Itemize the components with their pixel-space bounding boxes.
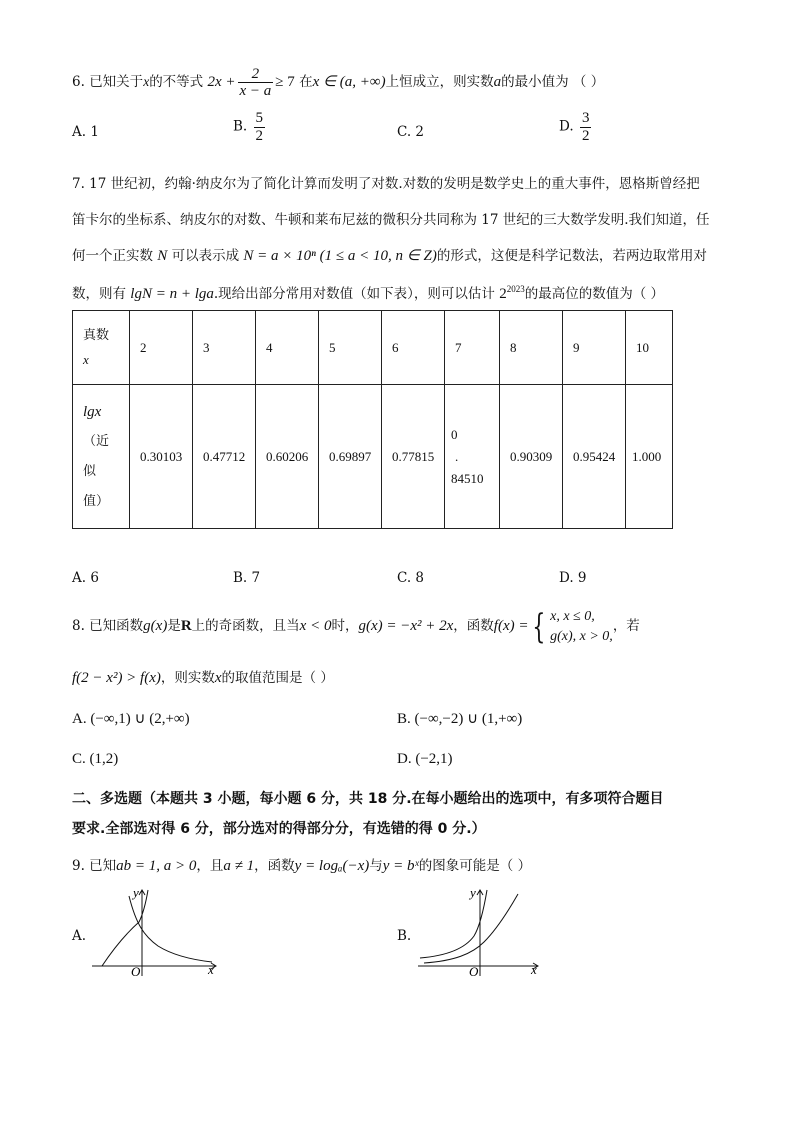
table-lg-label-2: （近 bbox=[83, 433, 110, 449]
q6-option-d-fraction bbox=[580, 110, 592, 144]
q6-option-b-num: 5 bbox=[255, 110, 264, 126]
q9-text-d: 与 bbox=[369, 858, 383, 874]
q8-option-b[interactable]: B. (−∞,−2) ∪ (1,+∞) bbox=[397, 711, 523, 727]
q6-option-b-den: 2 bbox=[255, 127, 264, 144]
q9-graph-a[interactable] bbox=[84, 884, 234, 976]
q6-frac-num: 2 bbox=[238, 66, 274, 84]
q8-option-a[interactable]: A. (−∞,1) ∪ (2,+∞) bbox=[72, 711, 190, 727]
q7-line3 bbox=[72, 244, 707, 265]
q7-option-d[interactable]: D. 9 bbox=[559, 570, 587, 586]
q9-condition-1: ab = 1, a > 0 bbox=[116, 858, 197, 874]
q9-function-2: y = bˣ bbox=[382, 858, 419, 874]
q6-var-x: x bbox=[143, 74, 150, 89]
q9-graph-a-axes bbox=[92, 890, 216, 976]
q9-stem bbox=[72, 854, 531, 875]
q9-graph-b-curve-exp bbox=[424, 894, 518, 963]
q7-sci-notation: N = a × 10ⁿ (1 ≤ a < 10, n ∈ Z) bbox=[243, 248, 437, 264]
table-cell-x: 2 bbox=[130, 311, 193, 385]
q7-var-n: N bbox=[157, 248, 168, 264]
q9-graph-a-y-label: y bbox=[133, 885, 139, 900]
table-cell-x: 8 bbox=[500, 311, 563, 385]
table-cell-lg: 0.47712 bbox=[193, 385, 256, 529]
table-lg-label-3: 似 bbox=[83, 463, 97, 479]
q7-line2: 笛卡尔的坐标系、纳皮尔的对数、牛顿和莱布尼兹的微积分共同称为 17 世纪的三大数学发明.我们知道，任 bbox=[72, 212, 710, 228]
q9-text-b: ，且 bbox=[196, 858, 224, 874]
table-header-label-1: 真数 bbox=[83, 327, 110, 343]
q9-graph-a-origin: O bbox=[131, 964, 141, 976]
q8-text-f: ，若 bbox=[612, 618, 640, 634]
q6-text-c: 在 bbox=[299, 74, 313, 90]
q8-brace: { bbox=[532, 606, 546, 647]
q8-real-set: R bbox=[180, 618, 192, 634]
q8-var-x: x bbox=[214, 670, 222, 686]
q7-line1: 7. 17 世纪初，约翰·纳皮尔为了简化计算而发明了对数.对数的发明是数学史上的重大事件，恩格斯曾经把 bbox=[72, 176, 700, 192]
q9-graph-a-x-label: x bbox=[208, 962, 214, 976]
q8-line2-end: 的取值范围是（ ） bbox=[221, 670, 334, 686]
q6-var-a: a bbox=[493, 74, 502, 90]
table-cell-x: 4 bbox=[256, 311, 319, 385]
q9-graph-a-curve-exp bbox=[129, 896, 212, 962]
q8-stem bbox=[72, 606, 640, 647]
q9-graph-b[interactable] bbox=[414, 884, 554, 976]
q6-option-d-num: 3 bbox=[581, 110, 590, 126]
table-header-lg bbox=[73, 385, 130, 529]
q6-expr-right: ≥ 7 bbox=[275, 74, 295, 90]
q6-option-d-den: 2 bbox=[581, 127, 590, 144]
q6-expr-left: 2x + bbox=[207, 74, 236, 90]
table-cell-lg7 bbox=[445, 385, 500, 529]
q9-text-a: 9. 已知 bbox=[72, 858, 117, 874]
q7-log-formula: lgN = n + lga bbox=[130, 286, 214, 302]
q6-text-d: 上恒成立，则实数 bbox=[385, 74, 494, 90]
q7-line3-b: 可以表示成 bbox=[171, 248, 240, 264]
table-cell-lg: 0.95424 bbox=[563, 385, 626, 529]
q8-option-c[interactable]: C. (1,2) bbox=[72, 751, 119, 767]
q6-option-a[interactable] bbox=[72, 124, 99, 140]
q6-fraction bbox=[238, 66, 274, 100]
q8-line2 bbox=[72, 666, 334, 687]
table-cell-x: 7 bbox=[445, 311, 500, 385]
table-cell-lg: 0.30103 bbox=[130, 385, 193, 529]
q6-option-d-label: D. bbox=[559, 118, 574, 135]
q7-line4-a: 数，则有 bbox=[72, 286, 126, 302]
table-cell-lg: 0.69897 bbox=[319, 385, 382, 529]
q6-text-e: 的最小值为 （ ） bbox=[501, 74, 605, 90]
q8-line2-text: ，则实数 bbox=[160, 670, 215, 686]
q8-text-c: 上的奇函数，且当 bbox=[191, 618, 300, 634]
q9-function-1: y = logₐ(−x) bbox=[294, 858, 370, 874]
table-row-x bbox=[73, 311, 673, 385]
q6-option-d[interactable] bbox=[559, 110, 593, 144]
q6-option-b[interactable] bbox=[233, 110, 267, 144]
table-row-lg bbox=[73, 385, 673, 529]
q7-line3-a: 何一个正实数 bbox=[72, 248, 153, 264]
table-cell-x: 6 bbox=[382, 311, 445, 385]
table-lg7-mid: . bbox=[455, 448, 459, 464]
q8-text-e: ，函数 bbox=[453, 618, 494, 634]
q8-text-b: 是 bbox=[167, 618, 181, 634]
q6-text-b: 的不等式 bbox=[149, 74, 204, 90]
q8-condition: x < 0 bbox=[299, 618, 332, 634]
q6-option-a-label: A. 1 bbox=[72, 124, 99, 140]
table-cell-lg: 0.77815 bbox=[382, 385, 445, 529]
table-cell-lg: 0.60206 bbox=[256, 385, 319, 529]
table-cell-lg: 0.90309 bbox=[500, 385, 563, 529]
table-cell-x: 3 bbox=[193, 311, 256, 385]
q9-graph-b-y-label: y bbox=[470, 885, 476, 900]
q6-frac-den: x − a bbox=[239, 83, 272, 99]
q6-number: 6. bbox=[72, 74, 85, 90]
q8-cases bbox=[550, 607, 613, 647]
q7-line4-b: .现给出部分常用对数值（如下表），则可以估计 bbox=[213, 286, 495, 302]
log-table bbox=[72, 310, 673, 529]
table-header-x bbox=[73, 311, 130, 385]
q6-option-b-fraction bbox=[254, 110, 266, 144]
table-lg-label-4: 值） bbox=[83, 493, 110, 509]
q8-option-d[interactable]: D. (−2,1) bbox=[397, 751, 453, 767]
q7-line3-c: 的形式，这便是科学记数法，若两边取常用对 bbox=[436, 248, 707, 264]
q8-text-d: 时， bbox=[331, 618, 359, 634]
q8-f-definition: f(x) = bbox=[493, 618, 529, 634]
q9-graph-b-label[interactable]: B. bbox=[397, 928, 412, 944]
table-cell-lg: 1.000 bbox=[626, 385, 673, 529]
q7-power-exp: 2023 bbox=[506, 284, 525, 294]
q8-case-1: x, x ≤ 0, bbox=[550, 608, 595, 624]
table-cell-x: 9 bbox=[563, 311, 626, 385]
q9-text-e: 的图象可能是（ ） bbox=[418, 858, 532, 874]
table-lg7-top: 0 bbox=[451, 426, 458, 442]
section2-line2: 要求.全部选对得 6 分，部分选对的得部分分，有选错的得 0 分.） bbox=[72, 821, 486, 837]
q8-g-definition: g(x) = −x² + 2x bbox=[358, 618, 454, 634]
section2-line1: 二、多选题（本题共 3 小题，每小题 6 分，共 18 分.在每小题给出的选项中，有多项符合题目 bbox=[72, 791, 664, 807]
q9-graph-b-origin: O bbox=[469, 964, 479, 976]
q6-option-c[interactable] bbox=[397, 124, 424, 140]
q8-case-2: g(x), x > 0, bbox=[550, 628, 613, 644]
q6-option-b-label: B. bbox=[233, 118, 248, 135]
q9-text-c: ，函数 bbox=[254, 858, 295, 874]
q7-option-b[interactable]: B. 7 bbox=[233, 570, 261, 586]
q7-option-a[interactable]: A. 6 bbox=[72, 570, 99, 586]
table-lg7-bottom: 84510 bbox=[451, 470, 484, 486]
q7-power bbox=[499, 286, 525, 302]
table-lg-label-1: lgx bbox=[83, 403, 102, 420]
table-cell-x: 5 bbox=[319, 311, 382, 385]
q7-option-c[interactable]: C. 8 bbox=[397, 570, 425, 586]
q6-option-c-label: C. 2 bbox=[397, 124, 425, 140]
q6-domain: x ∈ (a, +∞) bbox=[312, 74, 386, 90]
q9-graph-a-label[interactable]: A. bbox=[72, 928, 87, 944]
q9-graph-b-x-label: x bbox=[531, 962, 537, 976]
q8-g-x: g(x) bbox=[143, 618, 168, 634]
q6-stem bbox=[72, 64, 604, 100]
q7-power-base: 2 bbox=[499, 286, 507, 302]
table-cell-x: 10 bbox=[626, 311, 673, 385]
q9-condition-2: a ≠ 1 bbox=[223, 858, 255, 874]
q7-line4-c: 的最高位的数值为（ ） bbox=[524, 286, 665, 302]
q7-line4 bbox=[72, 282, 664, 303]
table-header-label-2: x bbox=[83, 351, 89, 367]
q8-inequality: f(2 − x²) > f(x) bbox=[72, 670, 161, 686]
q8-text-a: 8. 已知函数 bbox=[72, 618, 144, 634]
q6-text-a: 已知关于 bbox=[89, 74, 144, 90]
